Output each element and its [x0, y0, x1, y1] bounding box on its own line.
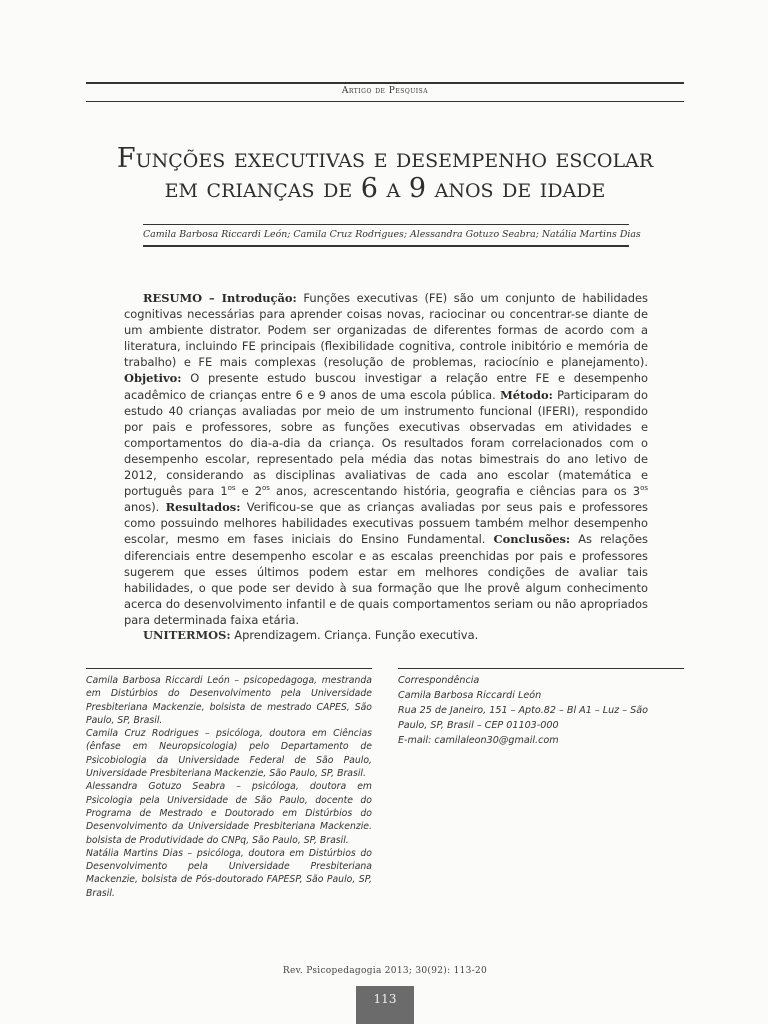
authors-line: Camila Barbosa Riccardi León; Camila Cruz Rodrigues; Alessandra Gotuzo Seabra; Natália Martins Dias	[143, 229, 641, 240]
metodo-text-c: anos, acrescentando história, geografia e ciências para os 3	[269, 484, 641, 499]
author-note: Camila Cruz Rodrigues – psicóloga, doutora em Ciências (ênfase em Neuropsicologia) pelo Departamento de Psicobiologia da Universidade Federal de São Paulo, Universidade Presbiteriana Mackenzie, São Paulo, SP, Brasil.	[86, 728, 372, 780]
objetivo-label: Objetivo:	[124, 371, 182, 386]
correspondence	[398, 673, 688, 748]
keywords-text: Aprendizagem. Criança. Função executiva.	[230, 628, 479, 642]
title-line-1: Funções executivas e desempenho escolar	[116, 143, 654, 174]
superscript-2: os	[262, 484, 270, 493]
resumo-label: RESUMO –	[143, 291, 222, 305]
superscript-3: os	[640, 484, 649, 493]
metodo-label: Método:	[500, 387, 553, 402]
author-note: Camila Barbosa Riccardi León – psicopedagoga, mestranda em Distúrbios do Desenvolvimento pela Universidade Presbiteriana Mackenzie, bolsista de mestrado CAPES, São Paulo, SP, Brasil.	[86, 675, 372, 726]
abstract	[124, 290, 648, 628]
objetivo-text: O presente estudo buscou investigar a relação entre FE e desempenho acadêmico de crianças entre 6 e 9 anos de uma escola pública.	[124, 371, 648, 402]
header-bottom-rule	[86, 101, 684, 102]
conclusoes-label: Conclusões:	[493, 532, 571, 547]
correspondence-heading: Correspondência	[398, 675, 480, 686]
authors-bottom-rule	[143, 245, 629, 247]
metodo-text-a: Participaram do estudo 40 crianças avaliadas por meio de um instrumento funcional (IFERI), respondido por pais e professores, sobre as funções executivas observadas em atividades e comportamentos do dia-a-dia da criança. Os resultados foram correlacionados com o desempenho escolar, representado pela média das notas bimestrais do ano letivo de 2012, considerando as disciplinas avaliativas de cada ano escolar (matemática e português para 1	[124, 387, 649, 499]
keywords	[143, 627, 643, 643]
superscript-1: os	[227, 484, 236, 493]
page-number: 113	[356, 986, 414, 1024]
authors-top-rule	[143, 224, 629, 225]
correspondence-email[interactable]: E-mail: camilaleon30@gmail.com	[398, 735, 559, 746]
notes-right-rule	[398, 668, 684, 669]
section-label: Artigo de Pesquisa	[341, 86, 429, 96]
author-notes	[86, 674, 372, 900]
intro-text: Funções executivas (FE) são um conjunto de habilidades cognitivas necessárias para aprender coisas novas, raciocinar ou concentrar-se diante de um ambiente distrator. Podem ser organizadas de diferentes formas de acordo com a literatura, incluindo FE principais (flexibilidade cognitiva, controle inibitório e memória de trabalho) e FE mais complexas (resolução de problemas, raciocínio e planejamento).	[124, 291, 648, 370]
metodo-text-b: e 2	[235, 484, 263, 499]
author-note: Natália Martins Dias – psicóloga, doutora em Distúrbios do Desenvolvimento pela Universidade Presbiteriana Mackenzie, bolsista de Pós-doutorado FAPESP, São Paulo, SP, Brasil.	[86, 847, 372, 899]
notes-left-rule	[86, 668, 372, 669]
metodo-text-d: anos).	[124, 500, 166, 515]
resultados-text: Verificou-se que as crianças avaliadas por seus pais e professores como possuindo melhores habilidades executivas possuem também melhor desempenho escolar, mesmo em fases iniciais do Ensino Fundamental.	[124, 500, 649, 547]
resultados-label: Resultados:	[165, 500, 241, 515]
intro-label: Introdução:	[221, 291, 297, 305]
header-top-rule	[86, 82, 684, 84]
correspondence-address-2: Paulo, SP, Brasil – CEP 01103-000	[398, 720, 559, 731]
journal-citation: Rev. Psicopedagogia 2013; 30(92): 113-20	[282, 966, 488, 976]
article-title	[86, 144, 684, 204]
author-note: Alessandra Gotuzo Seabra – psicóloga, doutora em Psicologia pela Universidade de São Paulo, docente do Programa de Mestrado e Doutorado em Distúrbios do Desenvolvimento da Universidade Presbiteriana Mackenzie. bolsista de Produtividade do CNPq, São Paulo, SP, Brasil.	[86, 781, 372, 846]
conclusoes-text: As relações diferenciais entre desempenho escolar e as escalas preenchidas por pais e professores sugerem que esses últimos podem estar em melhores condições de avaliar tais habilidades, o que pode ser devido à sua formação que lhe provê algum conhecimento acerca do desenvolvimento infantil e de quais comportamentos seriam ou não apropriados para determinada faixa etária.	[124, 532, 649, 627]
abstract-paragraph	[124, 290, 648, 628]
title-line-2: em crianças de 6 a 9 anos de idade	[164, 173, 606, 204]
correspondence-name: Camila Barbosa Riccardi León	[398, 690, 542, 701]
correspondence-address-1: Rua 25 de Janeiro, 151 – Apto.82 – Bl A1 – Luz – São	[398, 705, 648, 716]
keywords-label: UNITERMOS:	[143, 628, 231, 642]
